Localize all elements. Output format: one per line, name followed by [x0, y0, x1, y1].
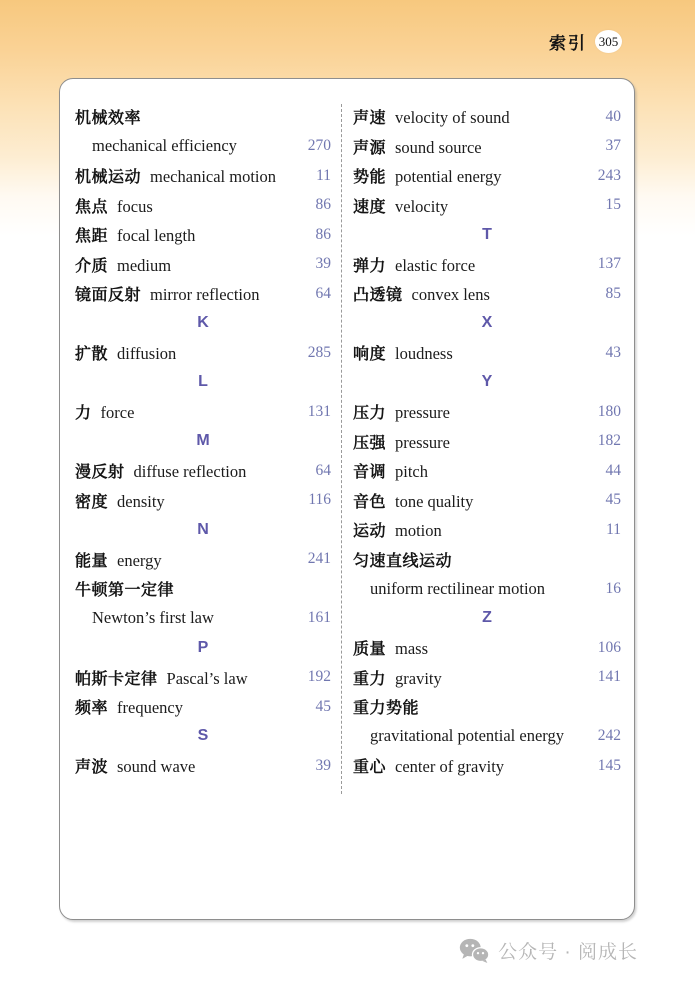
term-english: mechanical efficiency [92, 136, 237, 156]
term-english: frequency [117, 698, 183, 718]
entry-text [353, 636, 587, 659]
page-reference: 11 [606, 520, 621, 538]
index-entry [353, 338, 621, 368]
index-entry [75, 604, 331, 634]
term-chinese: 机械效率 [75, 110, 142, 128]
term-chinese: 弹力 [353, 257, 387, 275]
term-chinese: 镜面反射 [75, 287, 142, 305]
entry-text [75, 577, 331, 600]
entry-text [75, 548, 297, 571]
page-reference: 85 [605, 284, 621, 302]
index-entry [353, 515, 621, 545]
page-reference: 137 [597, 255, 621, 273]
term-chinese: 帕斯卡定律 [75, 670, 158, 688]
term-english: focal length [117, 226, 196, 246]
page-reference: 180 [597, 402, 621, 420]
term-english: convex lens [411, 285, 490, 305]
page-reference: 145 [597, 756, 621, 774]
entry-text [75, 341, 297, 364]
entry-text [353, 726, 587, 746]
letter-heading: M [196, 432, 210, 450]
term-english: uniform rectilinear motion [370, 578, 546, 598]
entry-text [75, 754, 297, 777]
entry-text [75, 253, 297, 276]
page-reference: 141 [597, 668, 621, 686]
term-chinese: 介质 [75, 257, 109, 275]
term-chinese: 漫反射 [75, 464, 125, 482]
page-reference: 45 [605, 491, 621, 509]
entry-text [353, 754, 587, 777]
index-entry [353, 102, 621, 132]
letter-heading: P [197, 638, 209, 656]
index-entry [353, 486, 621, 516]
entry-text [353, 518, 587, 541]
index-entry [353, 397, 621, 427]
page-reference: 161 [307, 609, 331, 627]
term-english: pressure [395, 432, 450, 452]
section-title: 索引 [549, 34, 587, 53]
term-english: Pascal’s law [166, 668, 248, 688]
index-entry [75, 338, 331, 368]
term-english: diffuse reflection [133, 462, 247, 482]
index-entry [75, 486, 331, 516]
term-chinese: 重力势能 [353, 700, 420, 718]
entry-text [353, 164, 587, 187]
term-english: density [117, 491, 165, 511]
term-english: energy [117, 550, 162, 570]
index-entry [75, 692, 331, 722]
index-entry [353, 633, 621, 663]
term-chinese: 密度 [75, 493, 109, 511]
term-english: motion [395, 521, 442, 541]
term-chinese: 压力 [353, 405, 387, 423]
term-chinese: 声波 [75, 759, 109, 777]
index-entry [75, 279, 331, 309]
letter-heading: N [197, 520, 209, 538]
term-english: sound source [395, 137, 482, 157]
index-entry [75, 250, 331, 280]
column-divider [341, 104, 342, 794]
index-entry [75, 456, 331, 486]
page-header [549, 29, 622, 54]
entry-text [353, 105, 587, 128]
term-english: velocity [395, 196, 449, 216]
term-chinese: 响度 [353, 346, 387, 364]
entry-text [75, 105, 331, 128]
page-reference: 131 [307, 402, 331, 420]
index-entry [75, 397, 331, 427]
entry-text [75, 194, 297, 217]
entry-text [75, 223, 297, 246]
entry-text [353, 548, 621, 571]
entry-text [75, 282, 297, 305]
watermark [459, 937, 638, 964]
index-entry [353, 456, 621, 486]
term-english: mechanical motion [150, 167, 277, 187]
term-chinese: 重心 [353, 759, 387, 777]
term-chinese: 凸透镜 [353, 287, 403, 305]
entry-text [75, 459, 297, 482]
index-entry [75, 220, 331, 250]
page-reference: 15 [605, 196, 621, 214]
term-english: medium [117, 255, 172, 275]
term-chinese: 焦点 [75, 198, 109, 216]
page-reference: 270 [307, 137, 331, 155]
page-reference: 39 [315, 756, 331, 774]
page-reference: 192 [307, 668, 331, 686]
letter-heading: S [197, 727, 209, 745]
page-number-badge [595, 30, 622, 53]
page-reference: 86 [315, 225, 331, 243]
term-chinese: 音色 [353, 493, 387, 511]
term-chinese: 机械运动 [75, 169, 142, 187]
entry-text [353, 341, 587, 364]
term-chinese: 焦距 [75, 228, 109, 246]
term-english: velocity of sound [395, 108, 510, 128]
term-chinese: 牛顿第一定律 [75, 582, 175, 600]
page-reference: 16 [605, 579, 621, 597]
index-entry [75, 102, 331, 132]
index-entry [353, 663, 621, 693]
entry-text [353, 282, 587, 305]
letter-heading: Y [481, 373, 493, 391]
index-left-column [75, 102, 331, 794]
page-reference: 11 [316, 166, 331, 184]
index-entry [353, 161, 621, 191]
term-english: force [100, 403, 135, 423]
term-chinese: 力 [75, 405, 92, 423]
index-entry [353, 574, 621, 604]
entry-text [75, 164, 297, 187]
index-entry [353, 722, 621, 752]
term-english: loudness [395, 344, 453, 364]
index-entry [353, 132, 621, 162]
term-chinese: 频率 [75, 700, 109, 718]
watermark-text: 公众号 · 阅成长 [498, 942, 638, 963]
term-english: Newton’s first law [92, 608, 214, 628]
index-card [59, 78, 635, 920]
index-entry [75, 545, 331, 575]
wechat-icon [459, 938, 489, 963]
index-entry [353, 191, 621, 221]
entry-text [353, 666, 587, 689]
term-chinese: 声源 [353, 139, 387, 157]
page-reference: 285 [307, 343, 331, 361]
page-reference: 106 [597, 638, 621, 656]
entry-text [75, 400, 297, 423]
entry-text [75, 695, 297, 718]
page-reference: 243 [597, 166, 621, 184]
entry-text [353, 579, 587, 599]
letter-heading: Z [482, 609, 492, 627]
term-english: mass [395, 639, 429, 659]
page-reference: 45 [315, 697, 331, 715]
letter-heading: K [197, 314, 209, 332]
entry-text [75, 136, 297, 156]
entry-text [75, 608, 297, 628]
term-chinese: 运动 [353, 523, 387, 541]
index-right-column [353, 102, 621, 794]
entry-text [353, 400, 587, 423]
index-entry [353, 751, 621, 781]
term-chinese: 势能 [353, 169, 387, 187]
term-chinese: 能量 [75, 552, 109, 570]
entry-text [353, 135, 587, 158]
index-entry [75, 191, 331, 221]
index-entry [75, 751, 331, 781]
term-english: gravity [395, 668, 442, 688]
term-chinese: 音调 [353, 464, 387, 482]
letter-heading: L [198, 373, 208, 391]
entry-text [75, 489, 297, 512]
index-entry [353, 692, 621, 722]
page-reference: 39 [315, 255, 331, 273]
term-chinese: 声速 [353, 110, 387, 128]
entry-text [353, 695, 621, 718]
page-reference: 242 [597, 727, 621, 745]
term-english: elastic force [395, 255, 476, 275]
index-entry [353, 279, 621, 309]
term-chinese: 质量 [353, 641, 387, 659]
index-entry [75, 574, 331, 604]
term-chinese: 压强 [353, 434, 387, 452]
page-reference: 40 [605, 107, 621, 125]
entry-text [75, 666, 297, 689]
term-english: potential energy [395, 167, 502, 187]
index-entry [75, 663, 331, 693]
term-english: gravitational potential energy [370, 726, 564, 746]
index-entry [353, 250, 621, 280]
term-english: mirror reflection [150, 285, 260, 305]
page-reference: 241 [307, 550, 331, 568]
page-reference: 64 [315, 461, 331, 479]
entry-text [353, 194, 587, 217]
page-reference: 43 [605, 343, 621, 361]
term-english: tone quality [395, 491, 474, 511]
page-reference: 182 [597, 432, 621, 450]
index-columns [60, 79, 634, 794]
index-entry [353, 427, 621, 457]
index-entry [75, 132, 331, 162]
index-entry [75, 161, 331, 191]
letter-heading: T [482, 225, 492, 243]
term-english: pressure [395, 403, 450, 423]
entry-text [353, 459, 587, 482]
index-entry [353, 545, 621, 575]
page-reference: 44 [605, 461, 621, 479]
term-english: pitch [395, 462, 429, 482]
term-english: center of gravity [395, 757, 505, 777]
page-reference: 116 [308, 491, 331, 509]
page-reference: 64 [315, 284, 331, 302]
page-reference: 86 [315, 196, 331, 214]
term-chinese: 匀速直线运动 [353, 552, 453, 570]
letter-heading: X [481, 314, 493, 332]
term-chinese: 速度 [353, 198, 387, 216]
term-english: diffusion [117, 344, 177, 364]
page-reference: 37 [605, 137, 621, 155]
term-chinese: 重力 [353, 670, 387, 688]
term-english: focus [117, 196, 153, 216]
entry-text [353, 489, 587, 512]
term-english: sound wave [117, 757, 196, 777]
page-number: 305 [598, 33, 619, 49]
term-chinese: 扩散 [75, 346, 109, 364]
entry-text [353, 430, 587, 453]
entry-text [353, 253, 587, 276]
